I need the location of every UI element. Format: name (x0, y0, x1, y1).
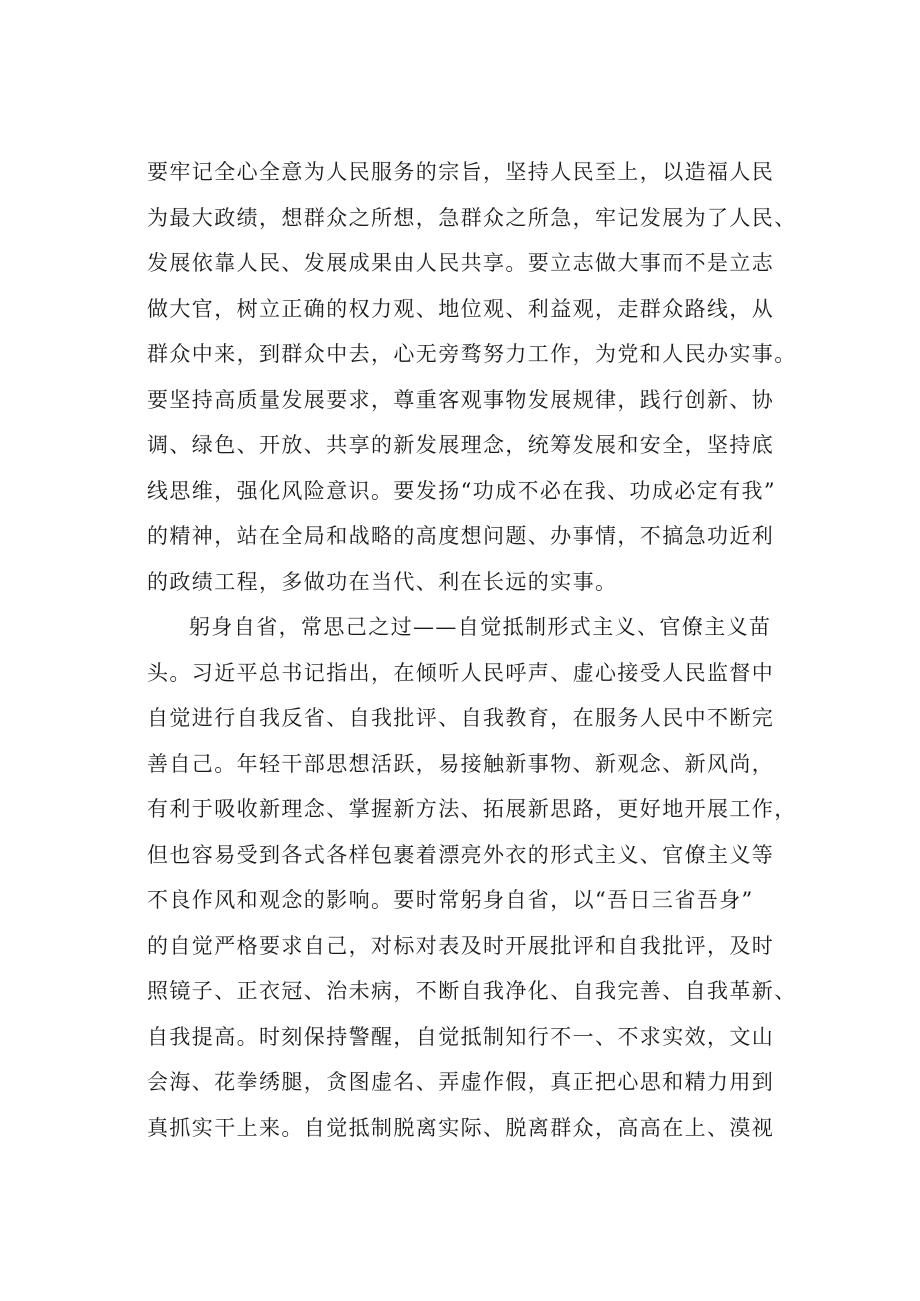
text-line: 做大官，树立正确的权力观、地位观、利益观，走群众路线，从 (147, 296, 775, 321)
text-line: 群众中来，到群众中去，心无旁骛努力工作，为党和人民办实事。 (147, 342, 797, 366)
paragraph-1 (147, 150, 807, 605)
text-line: 调、绿色、开放、共享的新发展理念，统筹发展和安全，坚持底 (147, 433, 775, 457)
text-line: 会海、花拳绣腿，贪图虚名、弄虚作假，真正把心思和精力用到 (147, 1070, 775, 1094)
text-line: 的自觉严格要求自己，对标对表及时开展批评和自我批评，及时 (147, 933, 775, 958)
text-line: 的精神，站在全局和战略的高度想问题、办事情，不搞急功近利 (147, 524, 775, 548)
text-line: 照镜子、正衣冠、治未病，不断自我净化、自我完善、自我革新、 (147, 979, 797, 1003)
text-line: 不良作风和观念的影响。要时常躬身自省，以“吾日三省吾身” (147, 888, 754, 912)
text-line: 的政绩工程，多做功在当代、利在长远的实事。 (147, 569, 618, 594)
text-line: 发展依靠人民、发展成果由人民共享。要立志做大事而不是立志 (147, 251, 775, 275)
text-line: 自我提高。时刻保持警醒，自觉抵制知行不一、不求实效，文山 (147, 1024, 775, 1049)
text-line: 线思维，强化风险意识。要发扬“功成不必在我、功成必定有我” (147, 478, 777, 503)
text-line: 自觉进行自我反省、自我批评、自我教育，在服务人民中不断完 (147, 706, 775, 730)
text-line: 真抓实干上来。自觉抵制脱离实际、脱离群众，高高在上、漠视 (147, 1115, 775, 1140)
text-line: 要坚持高质量发展要求，尊重客观事物发展规律，践行创新、协 (147, 387, 775, 412)
text-line-first: 躬身自省，常思己之过——自觉抵制形式主义、官僚主义苗 (189, 615, 772, 639)
paragraph-2 (147, 605, 807, 1151)
text-line: 为最大政绩，想群众之所想，急群众之所急，牢记发展为了人民、 (147, 205, 797, 230)
text-line: 善自己。年轻干部思想活跃，易接触新事物、新观念、新风尚， (147, 751, 775, 776)
text-line: 有利于吸收新理念、掌握新方法、拓展新思路，更好地开展工作， (147, 797, 797, 821)
body-text (147, 150, 807, 1151)
text-line: 要牢记全心全意为人民服务的宗旨，坚持人民至上，以造福人民 (147, 160, 775, 184)
text-line: 头。习近平总书记指出，在倾听人民呼声、虚心接受人民监督中 (147, 660, 775, 685)
text-line: 但也容易受到各式各样包裹着漂亮外衣的形式主义、官僚主义等 (147, 842, 775, 867)
